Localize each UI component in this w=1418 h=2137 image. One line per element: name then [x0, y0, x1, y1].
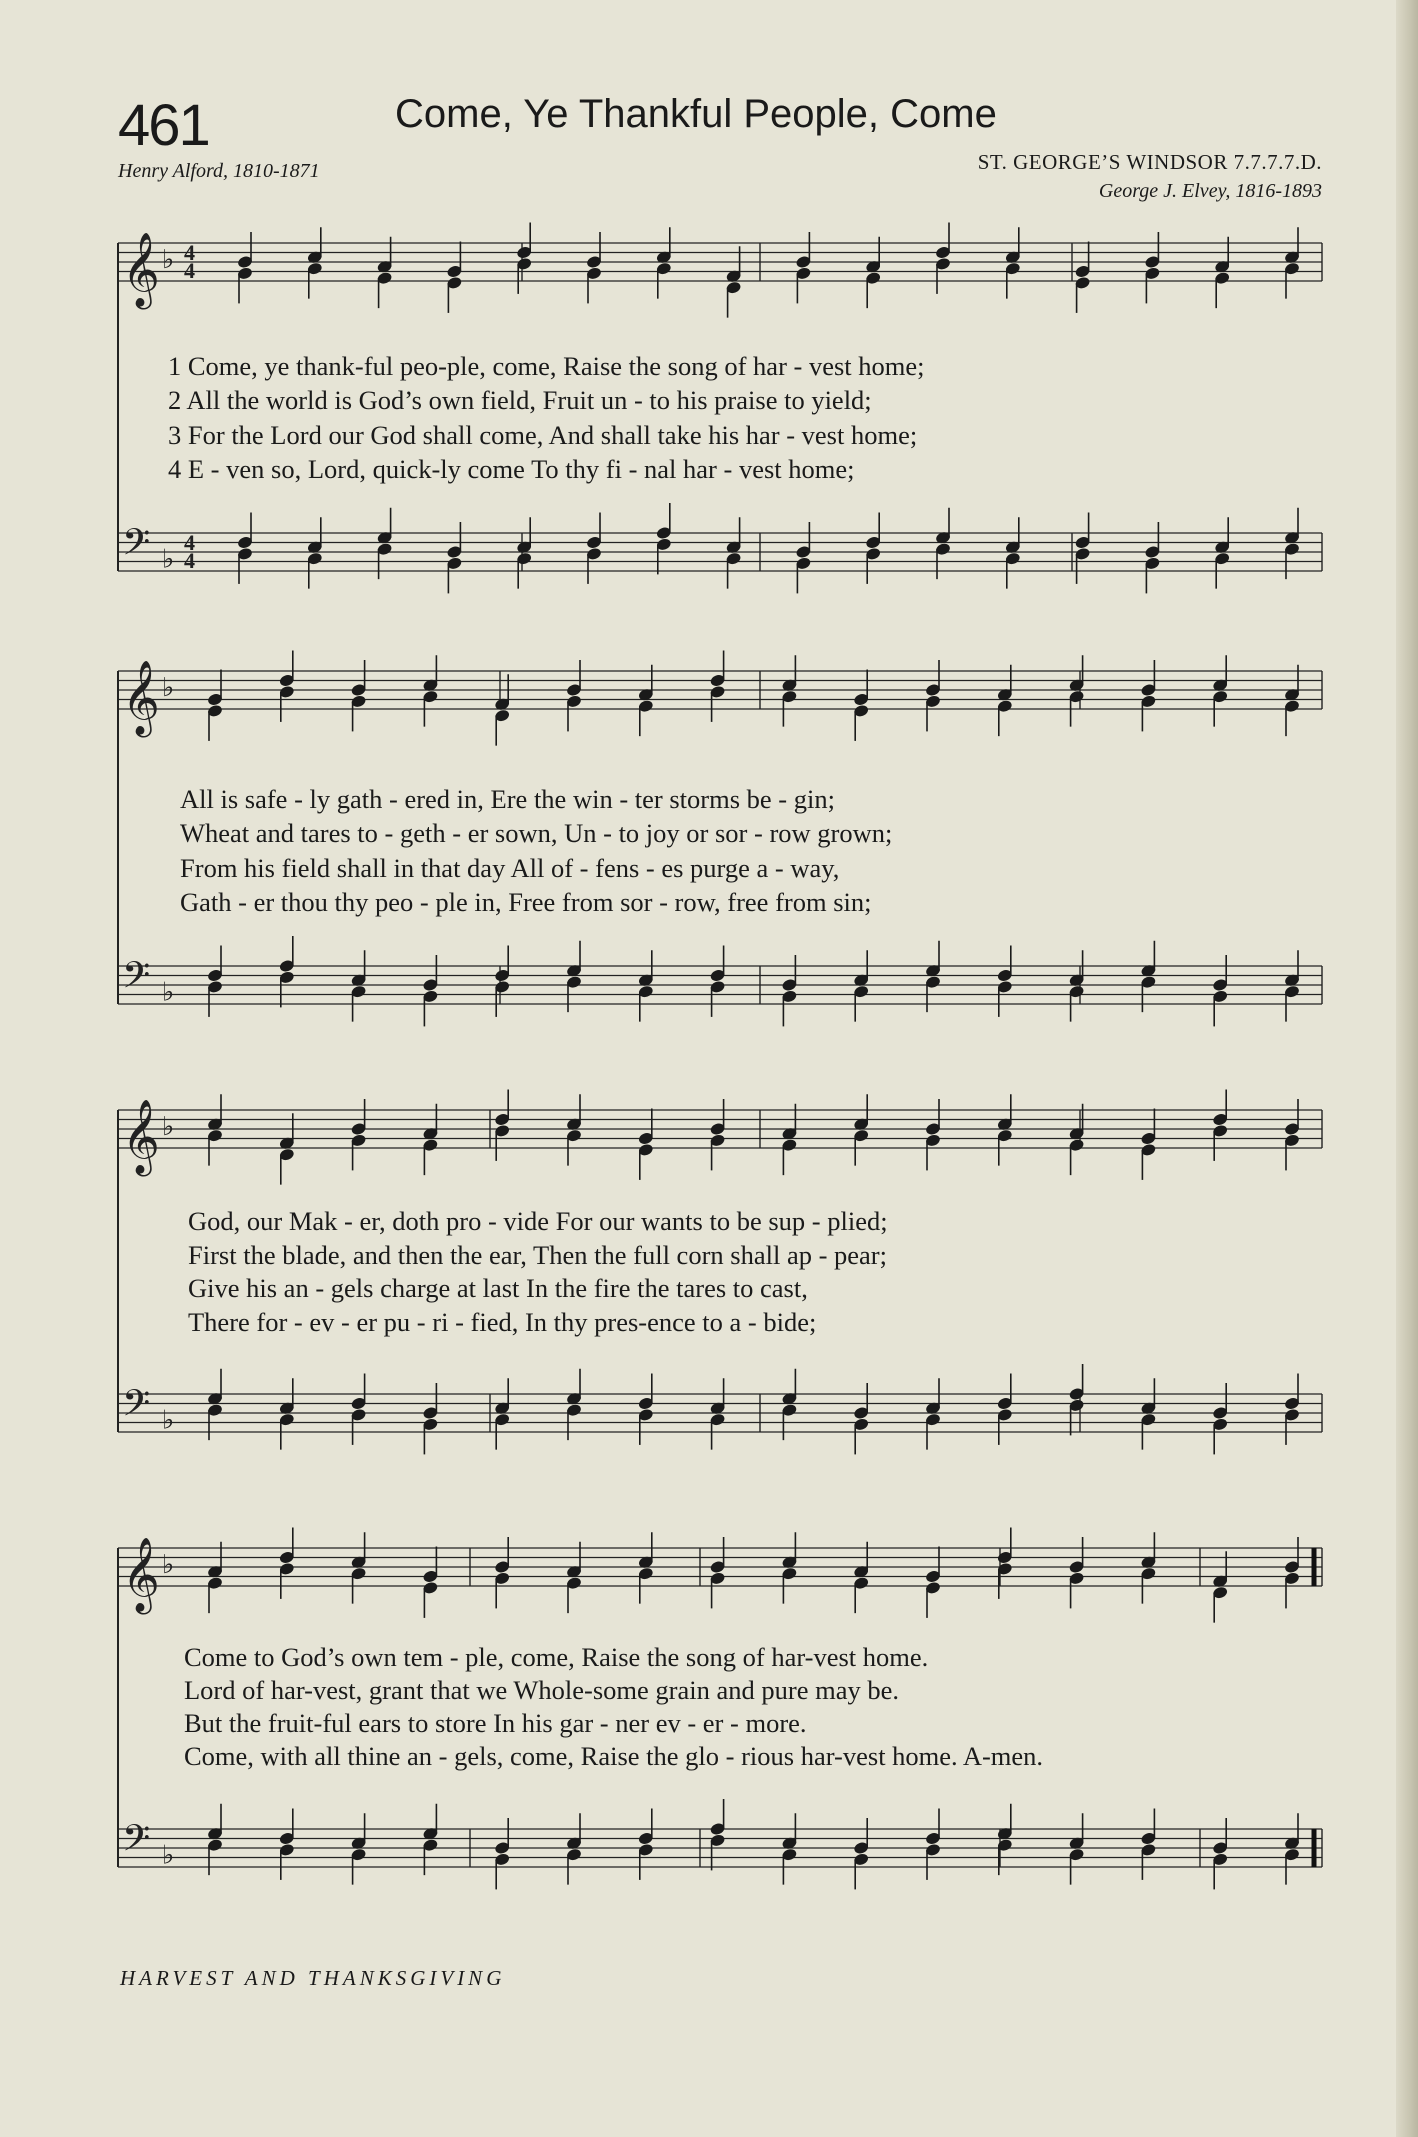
lyric-line: Lord of har-vest, grant that we Whole-some grain and pure may be.	[184, 1675, 899, 1705]
flat-icon: ♭	[162, 1405, 175, 1435]
flat-icon: ♭	[162, 1840, 175, 1870]
flat-icon: ♭	[162, 673, 175, 702]
lyric-line: Give his an - gels charge at last In the fire the tares to cast,	[188, 1273, 808, 1303]
lyric-line: 3 For the Lord our God shall come, And shall take his har - vest home;	[168, 420, 918, 450]
flat-icon: ♭	[162, 977, 175, 1007]
lyric-line: Come to God’s own tem - ple, come, Raise the song of har-vest home.	[184, 1642, 929, 1672]
lyric-line: From his field shall in that day All of - fens - es purge a - way,	[180, 853, 840, 883]
text-author: Henry Alford, 1810-1871	[118, 160, 320, 182]
bass-clef-icon: 𝄢	[122, 522, 151, 572]
treble-clef-icon: 𝄞	[122, 234, 160, 305]
lyric-line: 1 Come, ye thank-ful peo-ple, come, Raise the song of har - vest home;	[168, 351, 925, 381]
hymnal-category: HARVEST AND THANKSGIVING	[120, 1966, 506, 1990]
bass-clef-icon: 𝄢	[122, 1818, 151, 1868]
lyric-line: There for - ev - er pu - ri - fied, In thy pres-ence to a - bide;	[188, 1307, 817, 1337]
lyric-line: Gath - er thou thy peo - ple in, Free from sor - row, free from sin;	[180, 887, 872, 917]
time-signature: 4	[184, 240, 195, 265]
lyric-line: But the fruit-ful ears to store In his gar - ner ev - er - more.	[184, 1708, 807, 1738]
flat-icon: ♭	[162, 245, 175, 274]
lyric-line: Wheat and tares to - geth - er sown, Un - to joy or sor - row grown;	[180, 818, 893, 848]
lyric-line: All is safe - ly gath - ered in, Ere the win - ter storms be - gin;	[180, 784, 835, 814]
lyric-line: 4 E - ven so, Lord, quick-ly come To thy fi - nal har - vest home;	[168, 454, 855, 484]
composer: George J. Elvey, 1816-1893	[1098, 180, 1322, 202]
treble-clef-icon: 𝄞	[122, 662, 160, 733]
bass-clef-icon: 𝄢	[122, 955, 151, 1005]
bass-clef-icon: 𝄢	[122, 1383, 151, 1433]
time-signature: 4	[184, 258, 195, 283]
lyric-line: 2 All the world is God’s own field, Fruit un - to his praise to yield;	[168, 385, 872, 415]
treble-clef-icon: 𝄞	[122, 1539, 160, 1610]
time-signature: 4	[184, 548, 195, 573]
hymn-number: 461	[118, 93, 209, 158]
tune-name: ST. GEORGE’S WINDSOR 7.7.7.7.D.	[977, 150, 1322, 174]
lyric-line: Come, with all thine an - gels, come, Raise the glo - rious har-vest home. A-men.	[184, 1741, 1044, 1771]
lyric-line: God, our Mak - er, doth pro - vide For our wants to be sup - plied;	[188, 1206, 888, 1236]
flat-icon: ♭	[162, 1112, 175, 1141]
hymn-title: Come, Ye Thankful People, Come	[395, 92, 997, 136]
lyric-line: First the blade, and then the ear, Then the full corn shall ap - pear;	[188, 1240, 887, 1270]
flat-icon: ♭	[162, 1550, 175, 1579]
flat-icon: ♭	[162, 544, 175, 574]
time-signature: 4	[184, 530, 195, 555]
treble-clef-icon: 𝄞	[122, 1101, 160, 1172]
